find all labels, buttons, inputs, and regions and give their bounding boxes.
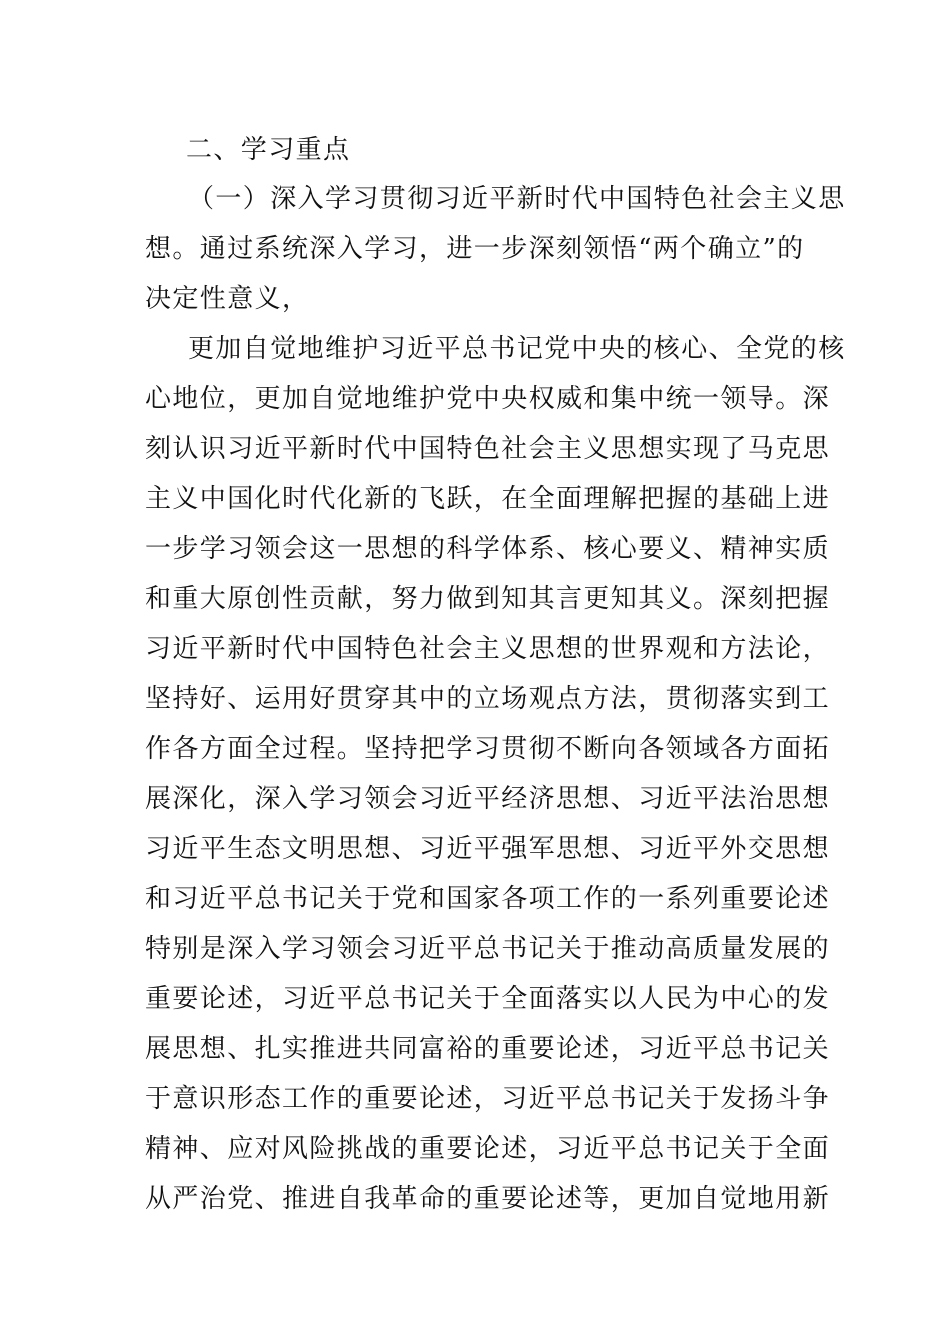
text-line: 重要论述，习近平总书记关于全面落实以人民为中心的发 [145, 984, 831, 1014]
text-line: 主义中国化时代化新的飞跃，在全面理解把握的基础上进 [145, 484, 831, 514]
text-line: 心地位，更加自觉地维护党中央权威和集中统一领导。深 [145, 384, 831, 414]
text-line: 习近平生态文明思想、习近平强军思想、习近平外交思想 [145, 834, 831, 864]
text-line: 更加自觉地维护习近平总书记党中央的核心、全党的核 [188, 334, 846, 364]
text-line: 作各方面全过程。坚持把学习贯彻不断向各领域各方面拓 [145, 734, 831, 764]
text-line: 刻认识习近平新时代中国特色社会主义思想实现了马克思 [145, 434, 831, 464]
text-line: 特别是深入学习领会习近平总书记关于推动高质量发展的 [145, 934, 831, 964]
text-line: 坚持好、运用好贯穿其中的立场观点方法，贯彻落实到工 [145, 684, 831, 714]
text-line: 于意识形态工作的重要论述，习近平总书记关于发扬斗争 [145, 1084, 831, 1114]
text-line: 决定性意义， [145, 284, 310, 314]
text-line: 一步学习领会这一思想的科学体系、核心要义、精神实质 [145, 534, 831, 564]
text-line: 习近平新时代中国特色社会主义思想的世界观和方法论， [145, 634, 831, 664]
text-line: （一）深入学习贯彻习近平新时代中国特色社会主义思 [188, 184, 846, 214]
section-heading: 二、学习重点 [186, 135, 351, 165]
text-line: 精神、应对风险挑战的重要论述，习近平总书记关于全面 [145, 1134, 831, 1164]
text-line: 从严治党、推进自我革命的重要论述等，更加自觉地用新 [145, 1184, 831, 1214]
text-line: 展思想、扎实推进共同富裕的重要论述，习近平总书记关 [145, 1034, 831, 1064]
text-line: 展深化，深入学习领会习近平经济思想、习近平法治思想 [145, 784, 831, 814]
text-line: 和习近平总书记关于党和国家各项工作的一系列重要论述 [145, 884, 831, 914]
text-line: 想。通过系统深入学习，进一步深刻领悟“两个确立”的 [145, 234, 805, 264]
text-line: 和重大原创性贡献，努力做到知其言更知其义。深刻把握 [145, 584, 831, 614]
